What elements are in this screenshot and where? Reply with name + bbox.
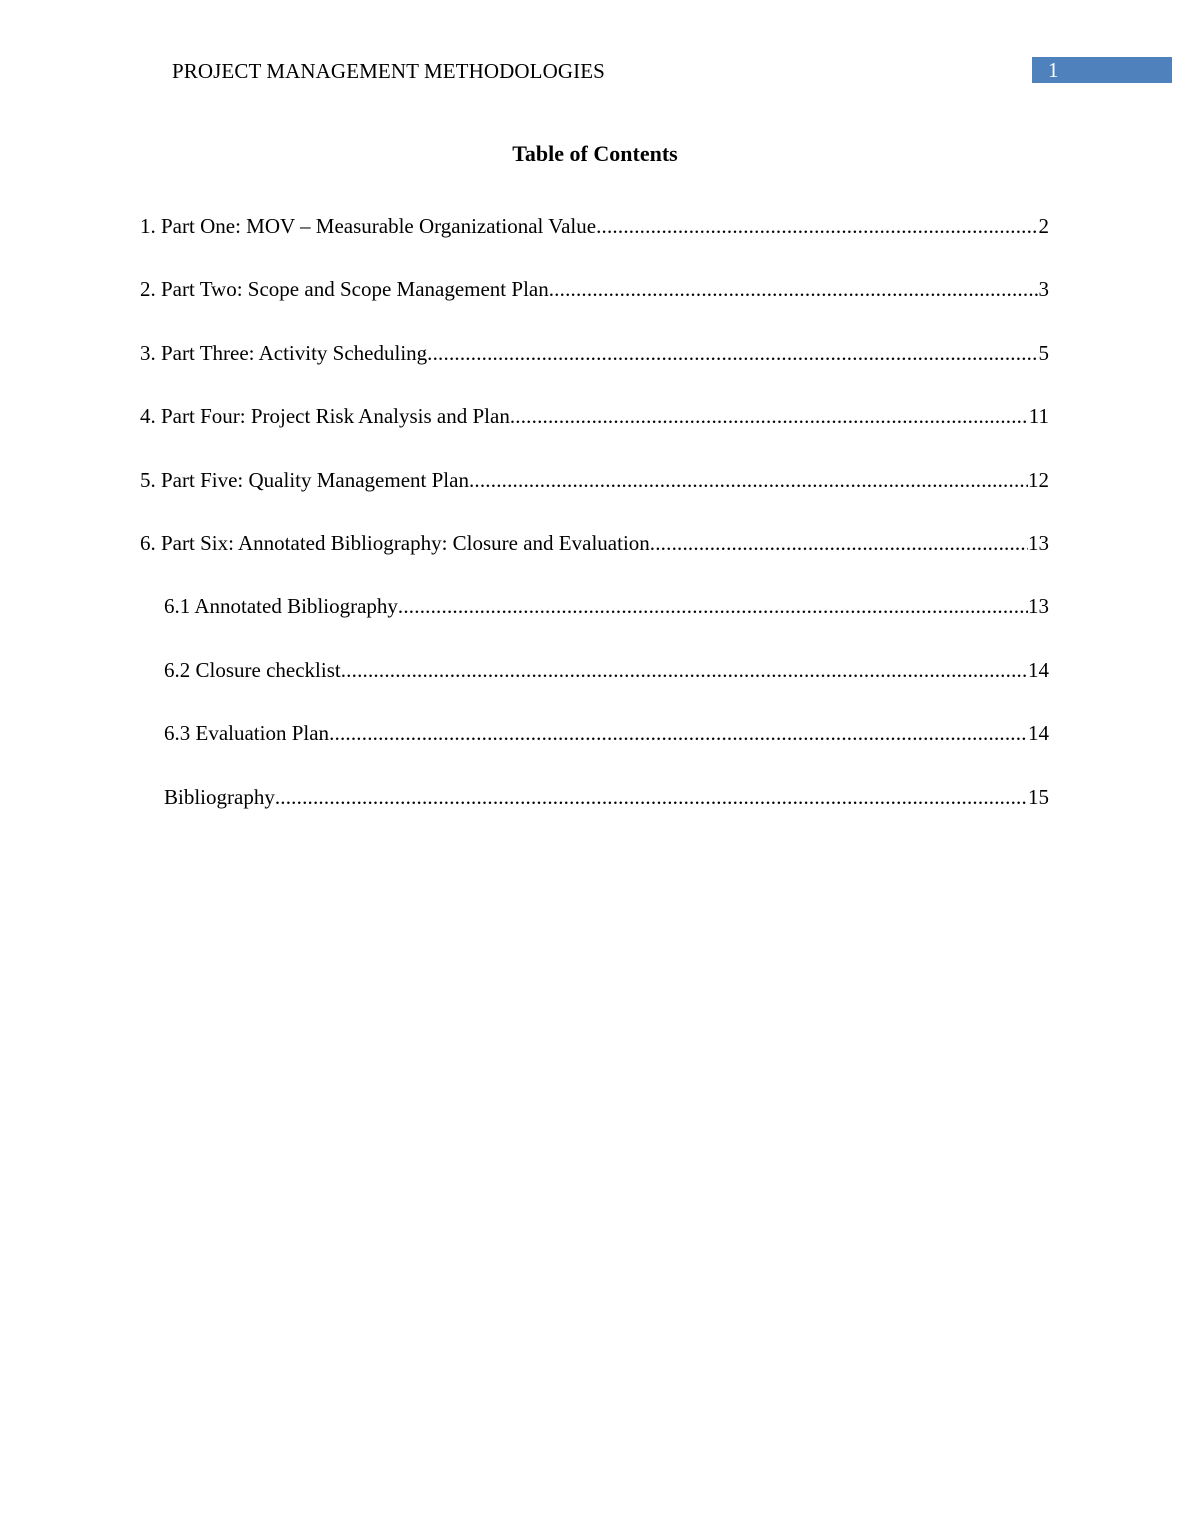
toc-entry[interactable] <box>140 274 1049 337</box>
toc-subentry[interactable] <box>140 591 1049 654</box>
page-number-box <box>1032 57 1172 83</box>
toc-entry-page: 15 <box>1028 784 1049 809</box>
toc-entry-page: 11 <box>1028 404 1049 429</box>
toc-subentry[interactable] <box>140 655 1049 718</box>
toc-list <box>140 211 1049 845</box>
toc-entry[interactable] <box>140 528 1049 591</box>
toc-entry-text: 1. Part One: MOV – Measurable Organizational Value <box>140 214 597 238</box>
toc-dot-leader <box>329 718 1028 748</box>
toc-entry[interactable] <box>140 465 1049 528</box>
toc-entry[interactable] <box>140 338 1049 401</box>
toc-entry-text: 6.3 Evaluation Plan <box>164 721 330 746</box>
toc-dot-leader <box>549 274 1039 304</box>
toc-entry[interactable] <box>140 211 1049 274</box>
toc-entry-page: 13 <box>1028 594 1049 619</box>
toc-entry-page: 3 <box>1038 277 1049 302</box>
toc-dot-leader <box>427 338 1038 368</box>
toc-subentry[interactable] <box>140 718 1049 781</box>
toc-entry-text: Bibliography <box>164 784 275 809</box>
toc-entry-text: 3. Part Three: Activity Scheduling <box>140 340 428 365</box>
toc-entry-page: 2 <box>1038 214 1049 238</box>
toc-subentry[interactable] <box>140 782 1049 845</box>
toc-dot-leader <box>341 655 1028 685</box>
toc-entry-text: 6. Part Six: Annotated Bibliography: Closure and Evaluation <box>140 530 650 555</box>
toc-dot-leader <box>275 782 1028 812</box>
toc-entry[interactable] <box>140 401 1049 464</box>
toc-heading: Table of Contents <box>512 141 678 166</box>
toc-entry-page: 14 <box>1028 721 1049 746</box>
toc-entry-page: 13 <box>1028 530 1049 555</box>
toc-entry-page: 5 <box>1038 340 1049 365</box>
toc-entry-page: 12 <box>1028 467 1049 492</box>
page-number: 1 <box>1048 58 1059 82</box>
toc-entry-text: 2. Part Two: Scope and Scope Management Plan <box>140 277 549 302</box>
toc-dot-leader <box>510 401 1029 431</box>
toc-dot-leader <box>650 528 1028 558</box>
toc-dot-leader <box>596 211 1038 241</box>
toc-dot-leader <box>469 465 1028 495</box>
toc-entry-page: 14 <box>1028 657 1049 682</box>
toc-entry-text: 5. Part Five: Quality Management Plan <box>140 467 469 492</box>
toc-entry-text: 6.2 Closure checklist <box>164 657 341 682</box>
toc-entry-text: 4. Part Four: Project Risk Analysis and Plan <box>140 404 510 429</box>
running-header-title: PROJECT MANAGEMENT METHODOLOGIES <box>172 59 605 83</box>
toc-entry-text: 6.1 Annotated Bibliography <box>164 594 398 619</box>
toc-dot-leader <box>398 591 1028 621</box>
